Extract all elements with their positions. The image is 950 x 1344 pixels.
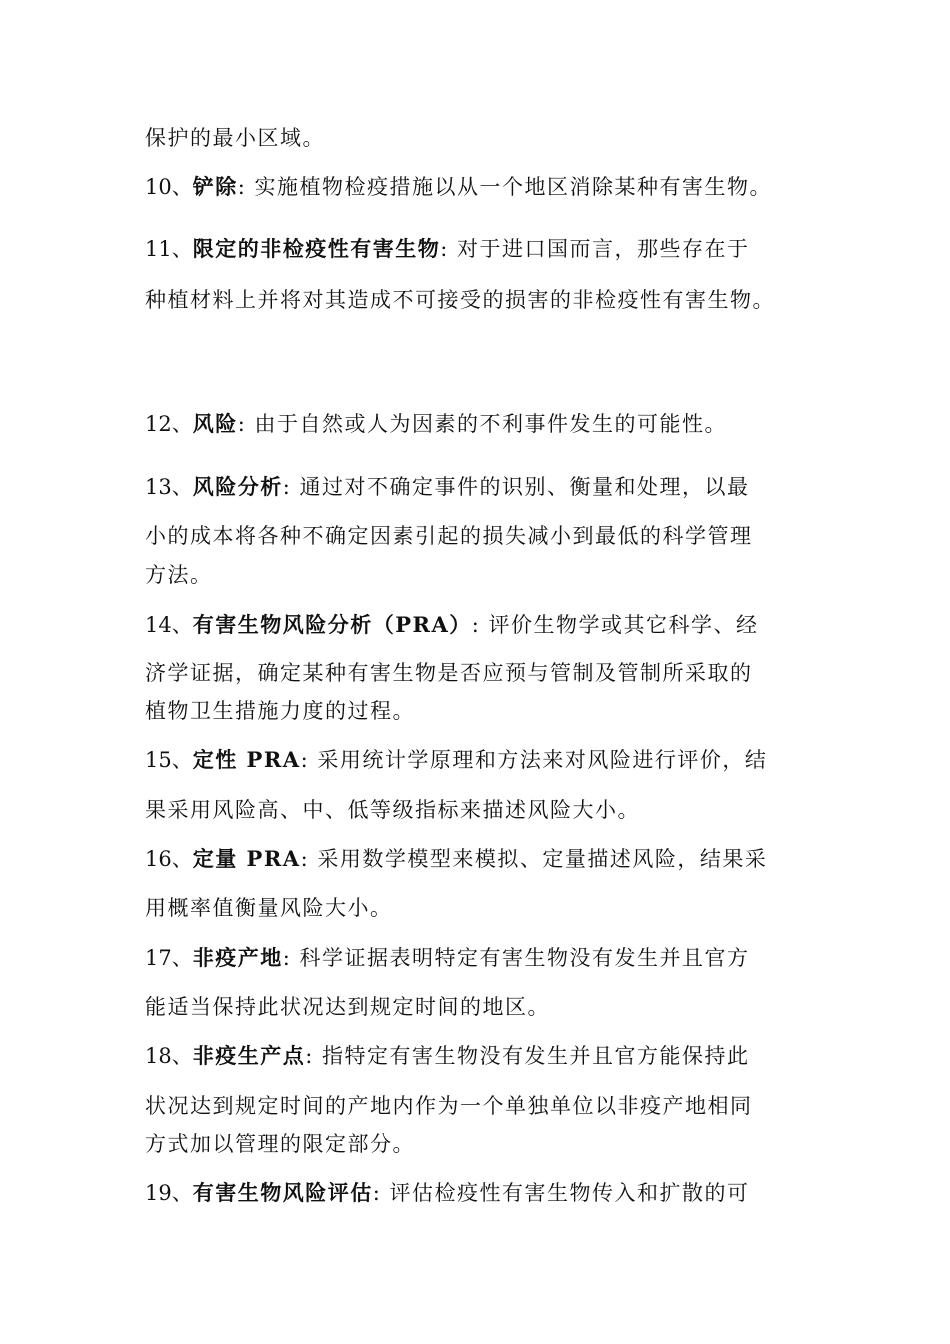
text-line [145, 796, 640, 824]
definition-term: 风险分析 [192, 474, 283, 499]
definition-line [145, 410, 727, 438]
definition-text: : 采用数学模型来模拟、定量描述风险，结果采 [300, 847, 768, 871]
definition-term: 风险 [192, 411, 238, 436]
definition-term: 定量 PRA [192, 846, 301, 871]
line-text: 果采用风险高、中、低等级指标来描述风险大小。 [145, 798, 640, 822]
definition-text: : 评价生物学或其它科学、经 [471, 613, 759, 637]
item-number: 17、 [145, 946, 193, 970]
text-line [145, 124, 325, 152]
definition-line [145, 944, 749, 972]
definition-text: : 科学证据表明特定有害生物没有发生并且官方 [282, 946, 750, 970]
item-number: 14、 [145, 613, 193, 637]
text-line [145, 522, 753, 550]
line-text: 状况达到规定时间的产地内作为一个单独单位以非疫产地相同 [145, 1094, 753, 1118]
item-number: 11、 [145, 237, 193, 261]
item-number: 15、 [145, 748, 193, 772]
definition-line [145, 746, 767, 774]
text-line [145, 659, 753, 687]
definition-text: : 采用统计学原理和方法来对风险进行评价，结 [300, 748, 768, 772]
definition-line [145, 173, 772, 201]
item-number: 16、 [145, 847, 193, 871]
line-text: 小的成本将各种不确定因素引起的损失减小到最低的科学管理 [145, 524, 753, 548]
definition-line [145, 1042, 749, 1070]
text-line [145, 1092, 753, 1120]
definition-text: : 通过对不确定事件的识别、衡量和处理，以最 [282, 475, 750, 499]
definition-text: : 实施植物检疫措施以从一个地区消除某种有害生物。 [237, 175, 772, 199]
definition-term: 铲除 [192, 174, 238, 199]
text-line [145, 561, 213, 589]
definition-text: : 评估检疫性有害生物传入和扩散的可 [372, 1181, 750, 1205]
line-text: 植物卫生措施力度的过程。 [145, 699, 415, 723]
item-number: 19、 [145, 1181, 193, 1205]
item-number: 13、 [145, 475, 193, 499]
text-line [145, 286, 775, 314]
definition-term: 定性 PRA [192, 747, 301, 772]
line-text: 方式加以管理的限定部分。 [145, 1132, 415, 1156]
definition-term: 限定的非检疫性有害生物 [192, 236, 441, 261]
item-number: 12、 [145, 412, 193, 436]
line-text: 能适当保持此状况达到规定时间的地区。 [145, 995, 550, 1019]
definition-term: 非疫生产点 [192, 1043, 306, 1068]
definition-text: : 指特定有害生物没有发生并且官方能保持此 [305, 1044, 750, 1068]
text-line [145, 1130, 415, 1158]
definition-line [145, 473, 749, 501]
text-line [145, 993, 550, 1021]
definition-text: : 对于进口国而言，那些存在于 [440, 237, 750, 261]
definition-text: : 由于自然或人为因素的不利事件发生的可能性。 [237, 412, 727, 436]
definition-term: 有害生物风险评估 [192, 1180, 373, 1205]
line-text: 济学证据，确定某种有害生物是否应预与管制及管制所采取的 [145, 661, 753, 685]
definition-line [145, 845, 767, 873]
line-text: 保护的最小区域。 [145, 126, 325, 150]
definition-line [145, 235, 749, 263]
line-text: 种植材料上并将对其造成不可接受的损害的非检疫性有害生物。 [145, 288, 775, 312]
text-line [145, 894, 393, 922]
definition-line [145, 611, 759, 639]
line-text: 用概率值衡量风险大小。 [145, 896, 393, 920]
definition-line [145, 1179, 749, 1207]
definition-term: 有害生物风险分析（PRA） [192, 612, 472, 637]
item-number: 10、 [145, 175, 193, 199]
item-number: 18、 [145, 1044, 193, 1068]
text-line [145, 697, 415, 725]
definition-term: 非疫产地 [192, 945, 283, 970]
line-text: 方法。 [145, 563, 213, 587]
